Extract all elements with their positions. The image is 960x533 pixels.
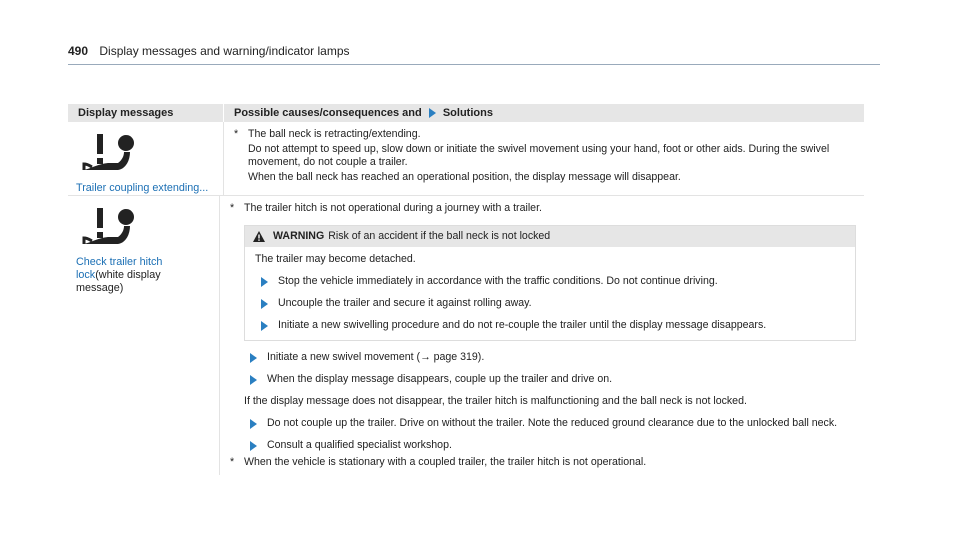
cause-text: The ball neck is retracting/extending.	[248, 128, 421, 140]
warning-step	[255, 275, 845, 288]
arrow-icon	[250, 353, 257, 363]
table-row	[68, 122, 864, 196]
step-text: Uncouple the trailer and secure it against rolling away.	[278, 297, 532, 309]
message-link[interactable]: Trailer coupling extending...	[76, 182, 209, 194]
warning-triangle-icon	[253, 231, 265, 242]
warning-text: Risk of an accident if the ball neck is not locked	[328, 230, 551, 242]
warning-box	[244, 225, 856, 341]
warning-step	[255, 297, 845, 310]
table-row	[68, 196, 864, 475]
message-suffix: (white display message)	[76, 269, 161, 294]
warning-step	[255, 319, 845, 332]
arrow-icon	[261, 299, 268, 309]
detail-text: When the ball neck has reached an operational position, the display message will disappear.	[248, 171, 681, 183]
solution-step	[244, 439, 856, 452]
table-header	[68, 104, 864, 122]
arrow-icon	[261, 321, 268, 331]
trailer-coupling-warning-icon	[76, 204, 136, 248]
step-text: Consult a qualified specialist workshop.	[267, 439, 452, 451]
column-heading-solutions	[223, 104, 864, 122]
warning-header	[245, 226, 855, 247]
messages-table	[68, 104, 864, 475]
page-number: 490	[68, 44, 89, 58]
trailer-coupling-warning-icon	[76, 130, 136, 174]
step-text: Do not couple up the trailer. Drive on without the trailer. Note the reduced ground clearance due to the unlocked ball neck.	[267, 417, 838, 429]
solution-cell	[219, 196, 864, 475]
arrow-icon	[250, 419, 257, 429]
step-text[interactable]: Initiate a new swivel movement (→ page 319).	[267, 351, 485, 363]
column-heading-messages: Display messages	[78, 107, 174, 119]
arrow-icon	[261, 277, 268, 287]
message-cell	[68, 122, 223, 195]
step-text: Initiate a new swivelling procedure and do not re-couple the trailer until the display message disappears.	[278, 319, 767, 331]
solution-cell	[223, 122, 864, 195]
message-link[interactable]: Check trailer hitch lock	[76, 256, 163, 281]
warning-title: WARNING	[273, 230, 325, 242]
arrow-icon	[429, 108, 436, 118]
solution-step	[244, 351, 856, 364]
page-title: Display messages and warning/indicator lamps	[99, 44, 350, 58]
cause-text: The trailer hitch is not operational during a journey with a trailer.	[244, 202, 542, 214]
arrow-icon	[250, 441, 257, 451]
step-text: When the display message disappears, couple up the trailer and drive on.	[267, 373, 613, 385]
solution-step	[244, 373, 856, 386]
cause-text: When the vehicle is stationary with a coupled trailer, the trailer hitch is not operational.	[244, 456, 647, 468]
solution-step	[244, 417, 856, 430]
detail-text: Do not attempt to speed up, slow down or initiate the swivel movement using your hand, foot or other aids. During the swivel movement, do not couple a trailer.	[248, 143, 830, 168]
heading-suffix: Solutions	[442, 107, 493, 119]
footnote-star: *	[230, 456, 235, 468]
message-label	[76, 256, 196, 295]
arrow-icon	[250, 375, 257, 385]
step-text: Stop the vehicle immediately in accordance with the traffic conditions. Do not continue driving.	[278, 275, 718, 287]
footnote-star: *	[234, 128, 239, 140]
paragraph-text: If the display message does not disappear, the trailer hitch is malfunctioning and the ball neck is not locked.	[244, 395, 747, 407]
warning-body	[245, 247, 855, 340]
message-cell	[68, 196, 219, 475]
warning-intro: The trailer may become detached.	[255, 253, 416, 265]
footnote-star: *	[230, 202, 235, 214]
heading-prefix: Possible causes/consequences and	[234, 107, 422, 119]
page-header	[68, 44, 880, 65]
